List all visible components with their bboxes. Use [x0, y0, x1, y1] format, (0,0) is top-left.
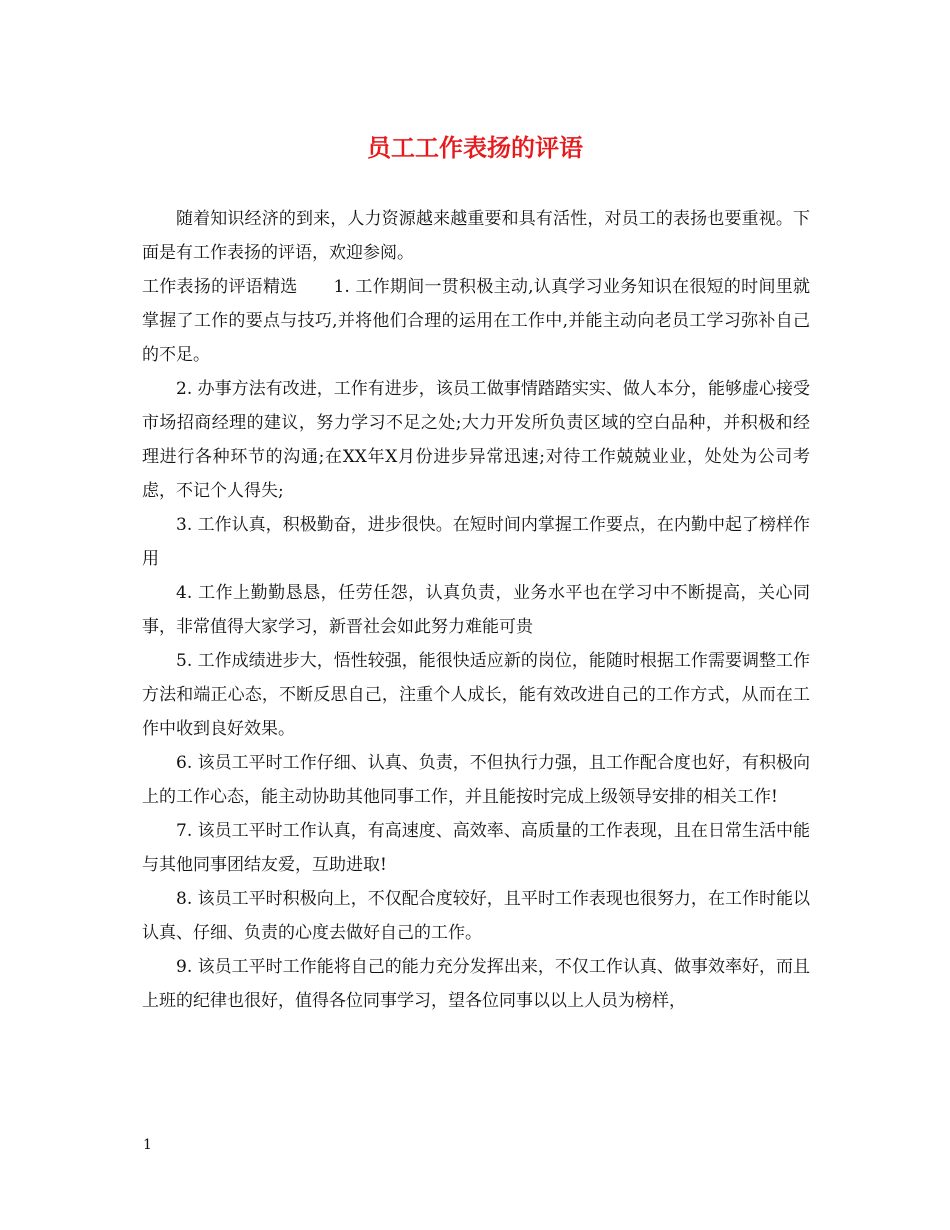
item-paragraph-6: 6. 该员工平时工作仔细、认真、负责，不但执行力强，且工作配合度也好，有积极向上的工作心态，能主动协助其他同事工作，并且能按时完成上级领导安排的相关工作! — [142, 753, 810, 807]
item-paragraph-4: 4. 工作上勤勤恳恳，任劳任怨，认真负责，业务水平也在学习中不断提高，关心同事，非常值得大家学习，新晋社会如此努力难能可贵 — [142, 583, 810, 637]
document-title: 员工工作表扬的评语 — [367, 133, 583, 162]
item-paragraph-8: 8. 该员工平时积极向上，不仅配合度较好，且平时工作表现也很努力，在工作时能以认真、仔细、负责的心度去做好自己的工作。 — [142, 889, 810, 943]
document-body — [142, 202, 810, 1018]
page-number: 1 — [143, 1137, 152, 1153]
item-paragraph-1 — [142, 270, 810, 372]
item-paragraph-3: 3. 工作认真，积极勤奋，进步很快。在短时间内掌握工作要点，在内勤中起了榜样作用 — [142, 515, 810, 569]
section-heading: 工作表扬的评语精选 — [142, 277, 298, 297]
item-paragraph-7: 7. 该员工平时工作认真，有高速度、高效率、高质量的工作表现，且在日常生活中能与其他同事团结友爱，互助进取! — [142, 821, 810, 875]
item-paragraph-5: 5. 工作成绩进步大，悟性较强，能很快适应新的岗位，能随时根据工作需要调整工作方法和端正心态，不断反思自己，注重个人成长，能有效改进自己的工作方式，从而在工作中收到良好效果。 — [142, 651, 810, 739]
intro-paragraph: 随着知识经济的到来，人力资源越来越重要和具有活性，对员工的表扬也要重视。下面是有工作表扬的评语，欢迎参阅。 — [142, 209, 810, 263]
item-text-1: 1. 工作期间一贯积极主动,认真学习业务知识在很短的时间里就掌握了工作的要点与技巧,并将他们合理的运用在工作中,并能主动向老员工学习弥补自己的不足。 — [142, 277, 811, 365]
item-paragraph-9: 9. 该员工平时工作能将自己的能力充分发挥出来，不仅工作认真、做事效率好，而且上班的纪律也很好，值得各位同事学习，望各位同事以以上人员为榜样， — [142, 957, 810, 1011]
item-paragraph-2: 2. 办事方法有改进，工作有进步，该员工做事情踏踏实实、做人本分，能够虚心接受市场招商经理的建议，努力学习不足之处;大力开发所负责区域的空白品种，并积极和经理进行各种环节的沟通;在XX年X月份进步异常迅速;对待工作兢兢业业，处处为公司考虑，不记个人得失; — [142, 379, 810, 501]
